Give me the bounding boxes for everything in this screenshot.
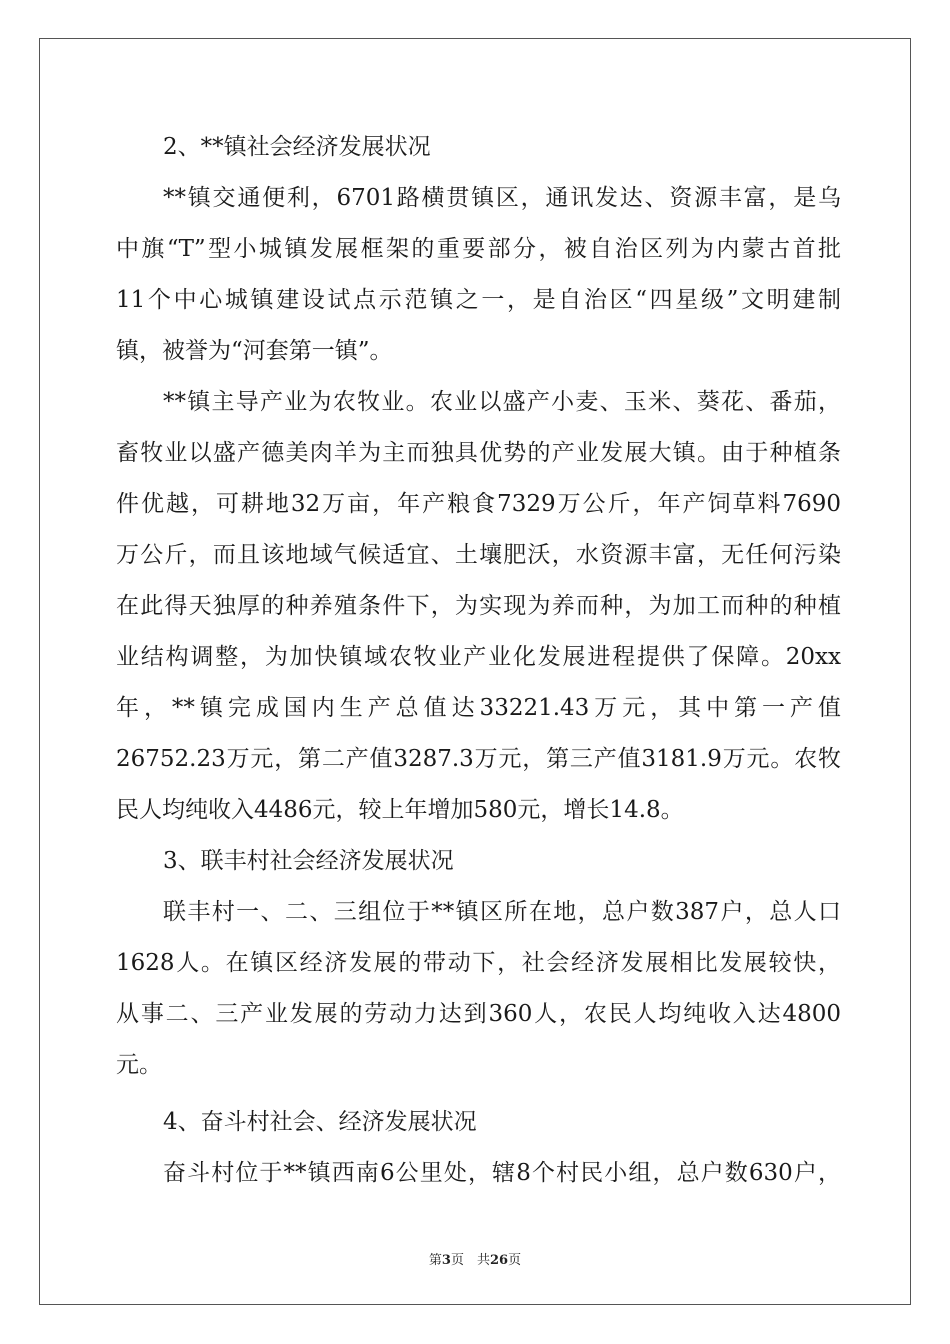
page-current: 3 <box>441 1253 451 1268</box>
paragraph-line: **镇主导产业为农牧业。农业以盛产小麦、玉米、葵花、番茄， <box>163 389 841 415</box>
paragraph-line: 11个中心城镇建设试点示范镇之一，是自治区“四星级”文明建制 <box>116 287 841 313</box>
paragraph-line: 从事二、三产业发展的劳动力达到360人，农民人均纯收入达4800 <box>116 1001 841 1027</box>
paragraph-line: 26752.23万元，第二产值3287.3万元，第三产值3181.9万元。农牧 <box>116 746 841 772</box>
page-prefix: 第 <box>428 1253 442 1268</box>
page-mid: 页 共 <box>450 1253 490 1268</box>
section-heading: 3、联丰村社会经济发展状况 <box>163 848 454 874</box>
paragraph-line: 件优越，可耕地32万亩，年产粮食7329万公斤，年产饲草料7690 <box>116 491 841 517</box>
paragraph-line: 年，**镇完成国内生产总值达33221.43万元，其中第一产值 <box>116 695 841 721</box>
paragraph-line: 元。 <box>116 1052 162 1078</box>
section-heading: 4、奋斗村社会、经济发展状况 <box>163 1109 477 1135</box>
page-footer <box>0 1249 950 1268</box>
paragraph-line: 奋斗村位于**镇西南6公里处，辖8个村民小组，总户数630户， <box>163 1160 841 1186</box>
paragraph-line: 联丰村一、二、三组位于**镇区所在地，总户数387户，总人口 <box>163 899 841 925</box>
page-total: 26 <box>489 1253 509 1268</box>
page-suffix: 页 <box>508 1253 522 1268</box>
section-heading: 2、**镇社会经济发展状况 <box>163 134 431 160</box>
paragraph-line: **镇交通便利，6701路横贯镇区，通讯发达、资源丰富，是乌 <box>163 185 841 211</box>
paragraph-line: 民人均纯收入4486元，较上年增加580元，增长14.8。 <box>116 797 684 823</box>
paragraph-line: 畜牧业以盛产德美肉羊为主而独具优势的产业发展大镇。由于种植条 <box>116 440 841 466</box>
paragraph-line: 业结构调整，为加快镇域农牧业产业化发展进程提供了保障。20xx <box>116 644 841 670</box>
paragraph-line: 中旗“T”型小城镇发展框架的重要部分，被自治区列为内蒙古首批 <box>116 236 841 262</box>
paragraph-line: 镇，被誉为“河套第一镇”。 <box>116 338 393 364</box>
paragraph-line: 在此得天独厚的种养殖条件下，为实现为养而种，为加工而种的种植 <box>116 593 841 619</box>
paragraph-line: 万公斤，而且该地域气候适宜、土壤肥沃，水资源丰富，无任何污染 <box>116 542 841 568</box>
paragraph-line: 1628人。在镇区经济发展的带动下，社会经济发展相比发展较快， <box>116 950 841 976</box>
document-body <box>116 122 841 1199</box>
